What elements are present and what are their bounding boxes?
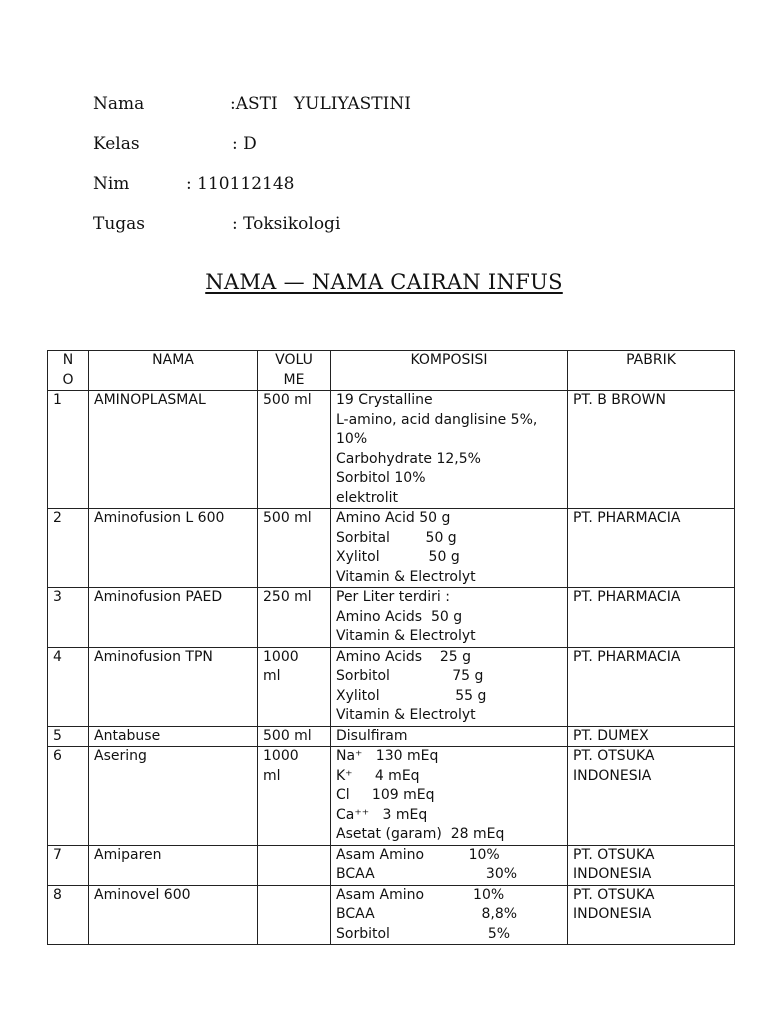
cell-komposisi-line: 10%: [336, 431, 368, 447]
cell-komposisi-line: Xylitol 55 g: [336, 687, 487, 704]
cell-volume-line: 500 ml: [263, 510, 312, 526]
info-value-nama: :ASTI YULIYASTINI: [230, 94, 411, 114]
cell-pabrik-line: PT. OTSUKA: [573, 886, 655, 903]
cell-volume: [258, 647, 331, 726]
cell-komposisi-line: Na⁺ 130 mEq: [336, 748, 439, 764]
cell-komposisi-line: K⁺ 4 mEq: [336, 767, 420, 784]
cell-pabrik: [568, 391, 735, 509]
info-label-nim: Nim: [93, 174, 130, 194]
cell-komposisi: [331, 726, 568, 747]
cell-pabrik-line: INDONESIA: [573, 906, 652, 922]
cell-komposisi-line: Cl 109 mEq: [336, 787, 435, 803]
cell-komposisi-line: Ca⁺⁺ 3 mEq: [336, 806, 428, 823]
cell-volume-line: 250 ml: [263, 589, 312, 605]
header-volume-line: VOLU: [275, 352, 313, 368]
info-row-nim: [93, 174, 513, 214]
cell-pabrik: [568, 509, 735, 588]
cell-nama: Asering: [89, 747, 258, 846]
cell-komposisi-line: 19 Crystalline: [336, 392, 433, 408]
cell-volume-line: 500 ml: [263, 392, 312, 408]
cell-nama: Aminofusion TPN: [89, 647, 258, 726]
cell-nama: Aminovel 600: [89, 885, 258, 945]
cell-pabrik-line: PT. DUMEX: [573, 727, 649, 744]
cell-pabrik-line: PT. PHARMACIA: [573, 589, 681, 605]
cell-pabrik: [568, 588, 735, 648]
cell-komposisi: [331, 509, 568, 588]
cell-pabrik-line: INDONESIA: [573, 866, 652, 882]
table-row: [48, 726, 735, 747]
cell-volume-line: 500 ml: [263, 727, 312, 744]
cell-komposisi-line: Amino Acids 25 g: [336, 648, 472, 665]
cell-komposisi-line: Asam Amino 10%: [336, 886, 505, 903]
table-row: [48, 747, 735, 846]
info-value-nim: : 110112148: [186, 174, 295, 194]
cell-komposisi: [331, 747, 568, 846]
header-volume: [258, 351, 331, 391]
cell-no: 2: [48, 509, 89, 588]
cell-volume: [258, 588, 331, 648]
cell-komposisi-line: Xylitol 50 g: [336, 549, 460, 565]
cell-pabrik: [568, 845, 735, 885]
cell-pabrik-line: PT. OTSUKA: [573, 846, 655, 863]
header-volume-line: ME: [283, 371, 305, 388]
cell-pabrik-line: PT. B BROWN: [573, 392, 666, 408]
cell-pabrik-line: PT. OTSUKA: [573, 748, 655, 764]
header-no-line: N: [62, 352, 74, 368]
cell-komposisi-line: Amino Acids 50 g: [336, 608, 463, 625]
cell-komposisi-line: L-amino, acid danglisine 5%,: [336, 411, 538, 428]
info-row-nama: [93, 94, 513, 134]
table-row: [48, 647, 735, 726]
cell-pabrik: [568, 885, 735, 945]
info-row-kelas: [93, 134, 513, 174]
cell-komposisi: [331, 391, 568, 509]
cell-komposisi-line: Amino Acid 50 g: [336, 510, 451, 526]
cell-volume-line: ml: [263, 767, 281, 784]
cell-nama: AMINOPLASMAL: [89, 391, 258, 509]
cell-komposisi-line: Disulfiram: [336, 727, 408, 744]
table-body: [48, 391, 735, 945]
cell-komposisi-line: Vitamin & Electrolyt: [336, 628, 476, 644]
infusion-table: [47, 350, 735, 945]
student-info: [93, 94, 513, 254]
cell-komposisi-line: Vitamin & Electrolyt: [336, 707, 476, 723]
header-no-line: O: [62, 371, 74, 388]
cell-nama: Aminofusion L 600: [89, 509, 258, 588]
cell-volume: [258, 509, 331, 588]
cell-volume: [258, 845, 331, 885]
cell-komposisi: [331, 885, 568, 945]
cell-komposisi-line: Asetat (garam) 28 mEq: [336, 826, 505, 842]
cell-no: 1: [48, 391, 89, 509]
header-pabrik: PABRIK: [568, 351, 735, 391]
cell-pabrik: [568, 747, 735, 846]
cell-komposisi-line: Sorbital 50 g: [336, 529, 457, 546]
cell-volume-line: ml: [263, 668, 281, 684]
header-nama: NAMA: [89, 351, 258, 391]
header-no: [48, 351, 89, 391]
table-row: [48, 885, 735, 945]
cell-komposisi: [331, 588, 568, 648]
cell-komposisi-line: Carbohydrate 12,5%: [336, 450, 481, 467]
document-title: [0, 270, 768, 294]
cell-volume: [258, 747, 331, 846]
cell-no: 5: [48, 726, 89, 747]
info-row-tugas: [93, 214, 513, 254]
table-header-row: [48, 351, 735, 391]
cell-komposisi-line: Vitamin & Electrolyt: [336, 568, 476, 585]
cell-komposisi-line: Per Liter terdiri :: [336, 589, 450, 605]
cell-volume-line: 1000: [263, 648, 299, 665]
header-komposisi: KOMPOSISI: [331, 351, 568, 391]
info-value-tugas: : Toksikologi: [232, 214, 341, 234]
cell-pabrik-line: PT. PHARMACIA: [573, 648, 681, 665]
table-row: [48, 391, 735, 509]
cell-komposisi-line: Sorbitol 75 g: [336, 668, 484, 684]
table-row: [48, 509, 735, 588]
cell-komposisi: [331, 845, 568, 885]
table-row: [48, 845, 735, 885]
cell-no: 4: [48, 647, 89, 726]
cell-no: 3: [48, 588, 89, 648]
cell-komposisi-line: Sorbitol 5%: [336, 925, 511, 942]
document-title-text: NAMA — NAMA CAIRAN INFUS: [205, 270, 563, 294]
cell-volume: [258, 885, 331, 945]
info-value-kelas: : D: [232, 134, 257, 154]
cell-komposisi: [331, 647, 568, 726]
cell-volume-line: 1000: [263, 748, 299, 764]
cell-komposisi-line: Asam Amino 10%: [336, 846, 500, 863]
cell-pabrik-line: INDONESIA: [573, 767, 652, 784]
cell-no: 6: [48, 747, 89, 846]
cell-volume: [258, 726, 331, 747]
cell-pabrik-line: PT. PHARMACIA: [573, 510, 681, 526]
cell-nama: Aminofusion PAED: [89, 588, 258, 648]
info-label-nama: Nama: [93, 94, 145, 114]
cell-komposisi-line: BCAA 30%: [336, 866, 518, 882]
cell-komposisi-line: elektrolit: [336, 489, 398, 506]
cell-komposisi-line: Sorbitol 10%: [336, 470, 426, 486]
cell-nama: Amiparen: [89, 845, 258, 885]
cell-komposisi-line: BCAA 8,8%: [336, 906, 518, 922]
info-label-kelas: Kelas: [93, 134, 140, 154]
cell-volume: [258, 391, 331, 509]
table-row: [48, 588, 735, 648]
cell-no: 7: [48, 845, 89, 885]
cell-no: 8: [48, 885, 89, 945]
info-label-tugas: Tugas: [93, 214, 146, 234]
cell-pabrik: [568, 647, 735, 726]
cell-pabrik: [568, 726, 735, 747]
cell-nama: Antabuse: [89, 726, 258, 747]
